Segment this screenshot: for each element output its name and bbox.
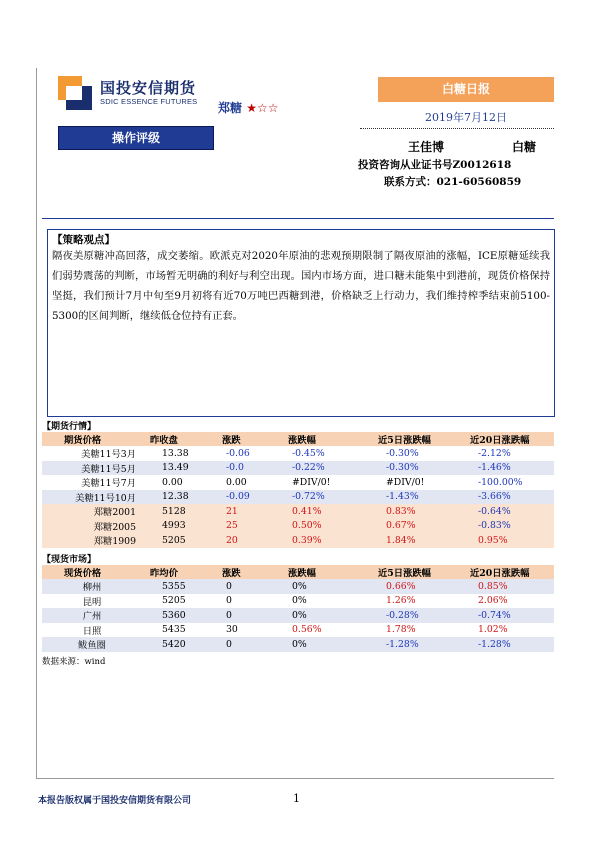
header-cell: 近20日涨跌幅 bbox=[454, 432, 554, 446]
row-pct5: 0.67% bbox=[364, 519, 454, 534]
row-change: -0.0 bbox=[212, 461, 278, 476]
row-name: 昆明 bbox=[82, 596, 102, 608]
row-pct5: -1.43% bbox=[364, 490, 454, 505]
row-price: 0.00 bbox=[162, 476, 183, 488]
row-price: 5420 bbox=[140, 637, 212, 652]
report-date: 2019年7月12日 bbox=[425, 111, 507, 124]
row-pct20: -100.00% bbox=[478, 476, 523, 488]
header-cell: 涨跌幅 bbox=[278, 565, 364, 579]
row-price: 5360 bbox=[140, 608, 212, 623]
row-price: 5355 bbox=[140, 579, 212, 594]
row-pct5: 1.84% bbox=[364, 533, 454, 548]
strategy-body: 隔夜美原糖冲高回落，成交萎缩。欧派克对2020年原油的悲观预期限制了隔夜原油的涨幅，ICE原糖延续我们弱势震荡的判断，市场暂无明确的利好与利空出现。国内市场方面，进口糖未能集中到港前，现货价格保持坚挺，我们预计7月中旬至9月初将有近70万吨巴西糖到港，价格缺乏上行动力，我们维持榨季结束前5100-5300的区间判断，继续低仓位持有正套。 bbox=[52, 250, 550, 322]
row-pct20: 0.85% bbox=[454, 579, 554, 594]
date-divider bbox=[360, 128, 554, 129]
row-pct20: -3.66% bbox=[454, 490, 554, 505]
header-cell: 近5日涨跌幅 bbox=[364, 432, 454, 446]
table-row bbox=[42, 519, 554, 534]
header-cell: 近5日涨跌幅 bbox=[364, 565, 454, 579]
table-row bbox=[42, 533, 554, 548]
row-name: 广州 bbox=[42, 608, 140, 623]
futures-header-row bbox=[42, 432, 554, 446]
row-change: 0 bbox=[226, 595, 232, 607]
row-name: 美糖11号10月 bbox=[42, 490, 140, 505]
row-name: 郑糖2005 bbox=[42, 519, 140, 534]
row-change: -0.06 bbox=[226, 447, 250, 459]
row-pct5: -0.30% bbox=[364, 461, 454, 476]
header-cell: 涨跌 bbox=[212, 565, 278, 579]
row-pct20: -2.12% bbox=[478, 447, 511, 459]
footer-rule bbox=[36, 778, 554, 779]
table-row bbox=[42, 594, 554, 609]
row-name: 鲅鱼圈 bbox=[42, 637, 140, 652]
row-pct: 0% bbox=[278, 608, 364, 623]
row-pct: 0.50% bbox=[278, 519, 364, 534]
row-price: 5205 bbox=[140, 533, 212, 548]
data-source: 数据来源：wind bbox=[42, 657, 106, 667]
row-change: 25 bbox=[212, 519, 278, 534]
header-cell: 涨跌 bbox=[212, 432, 278, 446]
company-logo bbox=[58, 76, 208, 110]
row-pct5: 1.78% bbox=[386, 624, 416, 636]
strategy-top-rule bbox=[42, 218, 554, 219]
row-name: 美糖11号7月 bbox=[81, 478, 136, 490]
row-pct5: 1.26% bbox=[386, 595, 416, 607]
row-price: 13.38 bbox=[162, 447, 189, 459]
row-change: 0 bbox=[212, 608, 278, 623]
row-pct20: -1.46% bbox=[454, 461, 554, 476]
table-row bbox=[42, 461, 554, 476]
header-cell: 昨均价 bbox=[140, 565, 212, 579]
row-change: 0 bbox=[212, 637, 278, 652]
row-name: 柳州 bbox=[42, 579, 140, 594]
row-price: 4993 bbox=[140, 519, 212, 534]
table-row bbox=[42, 504, 554, 519]
row-pct5: -0.28% bbox=[364, 608, 454, 623]
futures-section-title: 【期货行情】 bbox=[42, 422, 97, 432]
rating-label: 操作评级 bbox=[111, 131, 160, 145]
strategy-title: 【策略观点】 bbox=[52, 234, 115, 246]
row-price: 5128 bbox=[140, 504, 212, 519]
table-row bbox=[42, 475, 554, 490]
row-pct20: 1.02% bbox=[478, 624, 508, 636]
row-pct: -0.45% bbox=[292, 447, 325, 459]
header-cell: 期货价格 bbox=[42, 432, 140, 446]
author-name: 王佳博 bbox=[408, 140, 445, 154]
spot-table bbox=[42, 565, 554, 652]
row-pct5: -1.28% bbox=[364, 637, 454, 652]
row-change: 0.00 bbox=[226, 476, 247, 488]
header-cell: 近20日涨跌幅 bbox=[454, 565, 554, 579]
row-pct: -0.72% bbox=[278, 490, 364, 505]
row-pct20: 2.06% bbox=[478, 595, 508, 607]
footer-copyright: 本报告版权属于国投安信期货有限公司 bbox=[38, 796, 192, 806]
row-name: 郑糖1909 bbox=[42, 533, 140, 548]
row-change: -0.09 bbox=[212, 490, 278, 505]
row-price: 5435 bbox=[162, 624, 186, 636]
table-row bbox=[42, 623, 554, 638]
company-name-en: SDIC ESSENCE FUTURES bbox=[100, 97, 198, 106]
row-change: 20 bbox=[212, 533, 278, 548]
table-row bbox=[42, 446, 554, 461]
row-price: 5205 bbox=[162, 595, 186, 607]
author-category: 白糖 bbox=[512, 140, 537, 154]
row-pct20: -0.74% bbox=[454, 608, 554, 623]
product-rating bbox=[218, 99, 278, 116]
row-pct: 0.56% bbox=[292, 624, 322, 636]
row-change: 30 bbox=[226, 624, 238, 636]
row-pct: 0.41% bbox=[278, 504, 364, 519]
row-pct20: -0.83% bbox=[454, 519, 554, 534]
report-title: 白糖日报 bbox=[441, 82, 490, 96]
product-name: 郑糖 bbox=[218, 101, 243, 115]
left-margin-rule bbox=[36, 68, 37, 778]
row-price: 13.49 bbox=[140, 461, 212, 476]
row-change: 21 bbox=[212, 504, 278, 519]
row-pct: 0% bbox=[292, 595, 307, 607]
row-name: 郑糖2001 bbox=[42, 504, 140, 519]
row-name: 美糖11号3月 bbox=[81, 449, 136, 461]
row-pct5: -0.30% bbox=[386, 447, 419, 459]
row-pct20: -0.64% bbox=[454, 504, 554, 519]
row-pct20: -1.28% bbox=[454, 637, 554, 652]
author-contact: 联系方式：021-60560859 bbox=[384, 176, 522, 188]
row-pct: -0.22% bbox=[278, 461, 364, 476]
spot-section-title: 【现货市场】 bbox=[42, 555, 97, 565]
row-pct5: 0.83% bbox=[364, 504, 454, 519]
row-pct5: 0.66% bbox=[364, 579, 454, 594]
page-number: 1 bbox=[293, 792, 300, 805]
header-cell: 昨收盘 bbox=[140, 432, 212, 446]
spot-header-row bbox=[42, 565, 554, 579]
row-pct: 0% bbox=[278, 637, 364, 652]
row-pct: #DIV/0! bbox=[292, 476, 331, 488]
table-row bbox=[42, 490, 554, 505]
company-name-cn: 国投安信期货 bbox=[100, 79, 197, 97]
logo-mark-icon bbox=[58, 76, 92, 110]
futures-table bbox=[42, 432, 554, 548]
header-cell: 现货价格 bbox=[42, 565, 140, 579]
row-pct: 0% bbox=[278, 579, 364, 594]
header-cell: 涨跌幅 bbox=[278, 432, 364, 446]
row-pct5: #DIV/0! bbox=[386, 476, 425, 488]
table-row bbox=[42, 608, 554, 623]
row-pct20: 0.95% bbox=[454, 533, 554, 548]
star-rating: ★☆☆ bbox=[246, 101, 279, 115]
table-row bbox=[42, 637, 554, 652]
author-cert: 投资咨询从业证书号Z0012618 bbox=[358, 159, 512, 171]
row-name: 日照 bbox=[82, 625, 102, 637]
row-price: 12.38 bbox=[140, 490, 212, 505]
row-change: 0 bbox=[212, 579, 278, 594]
table-row bbox=[42, 579, 554, 594]
row-pct: 0.39% bbox=[278, 533, 364, 548]
row-name: 美糖11号5月 bbox=[42, 461, 140, 476]
